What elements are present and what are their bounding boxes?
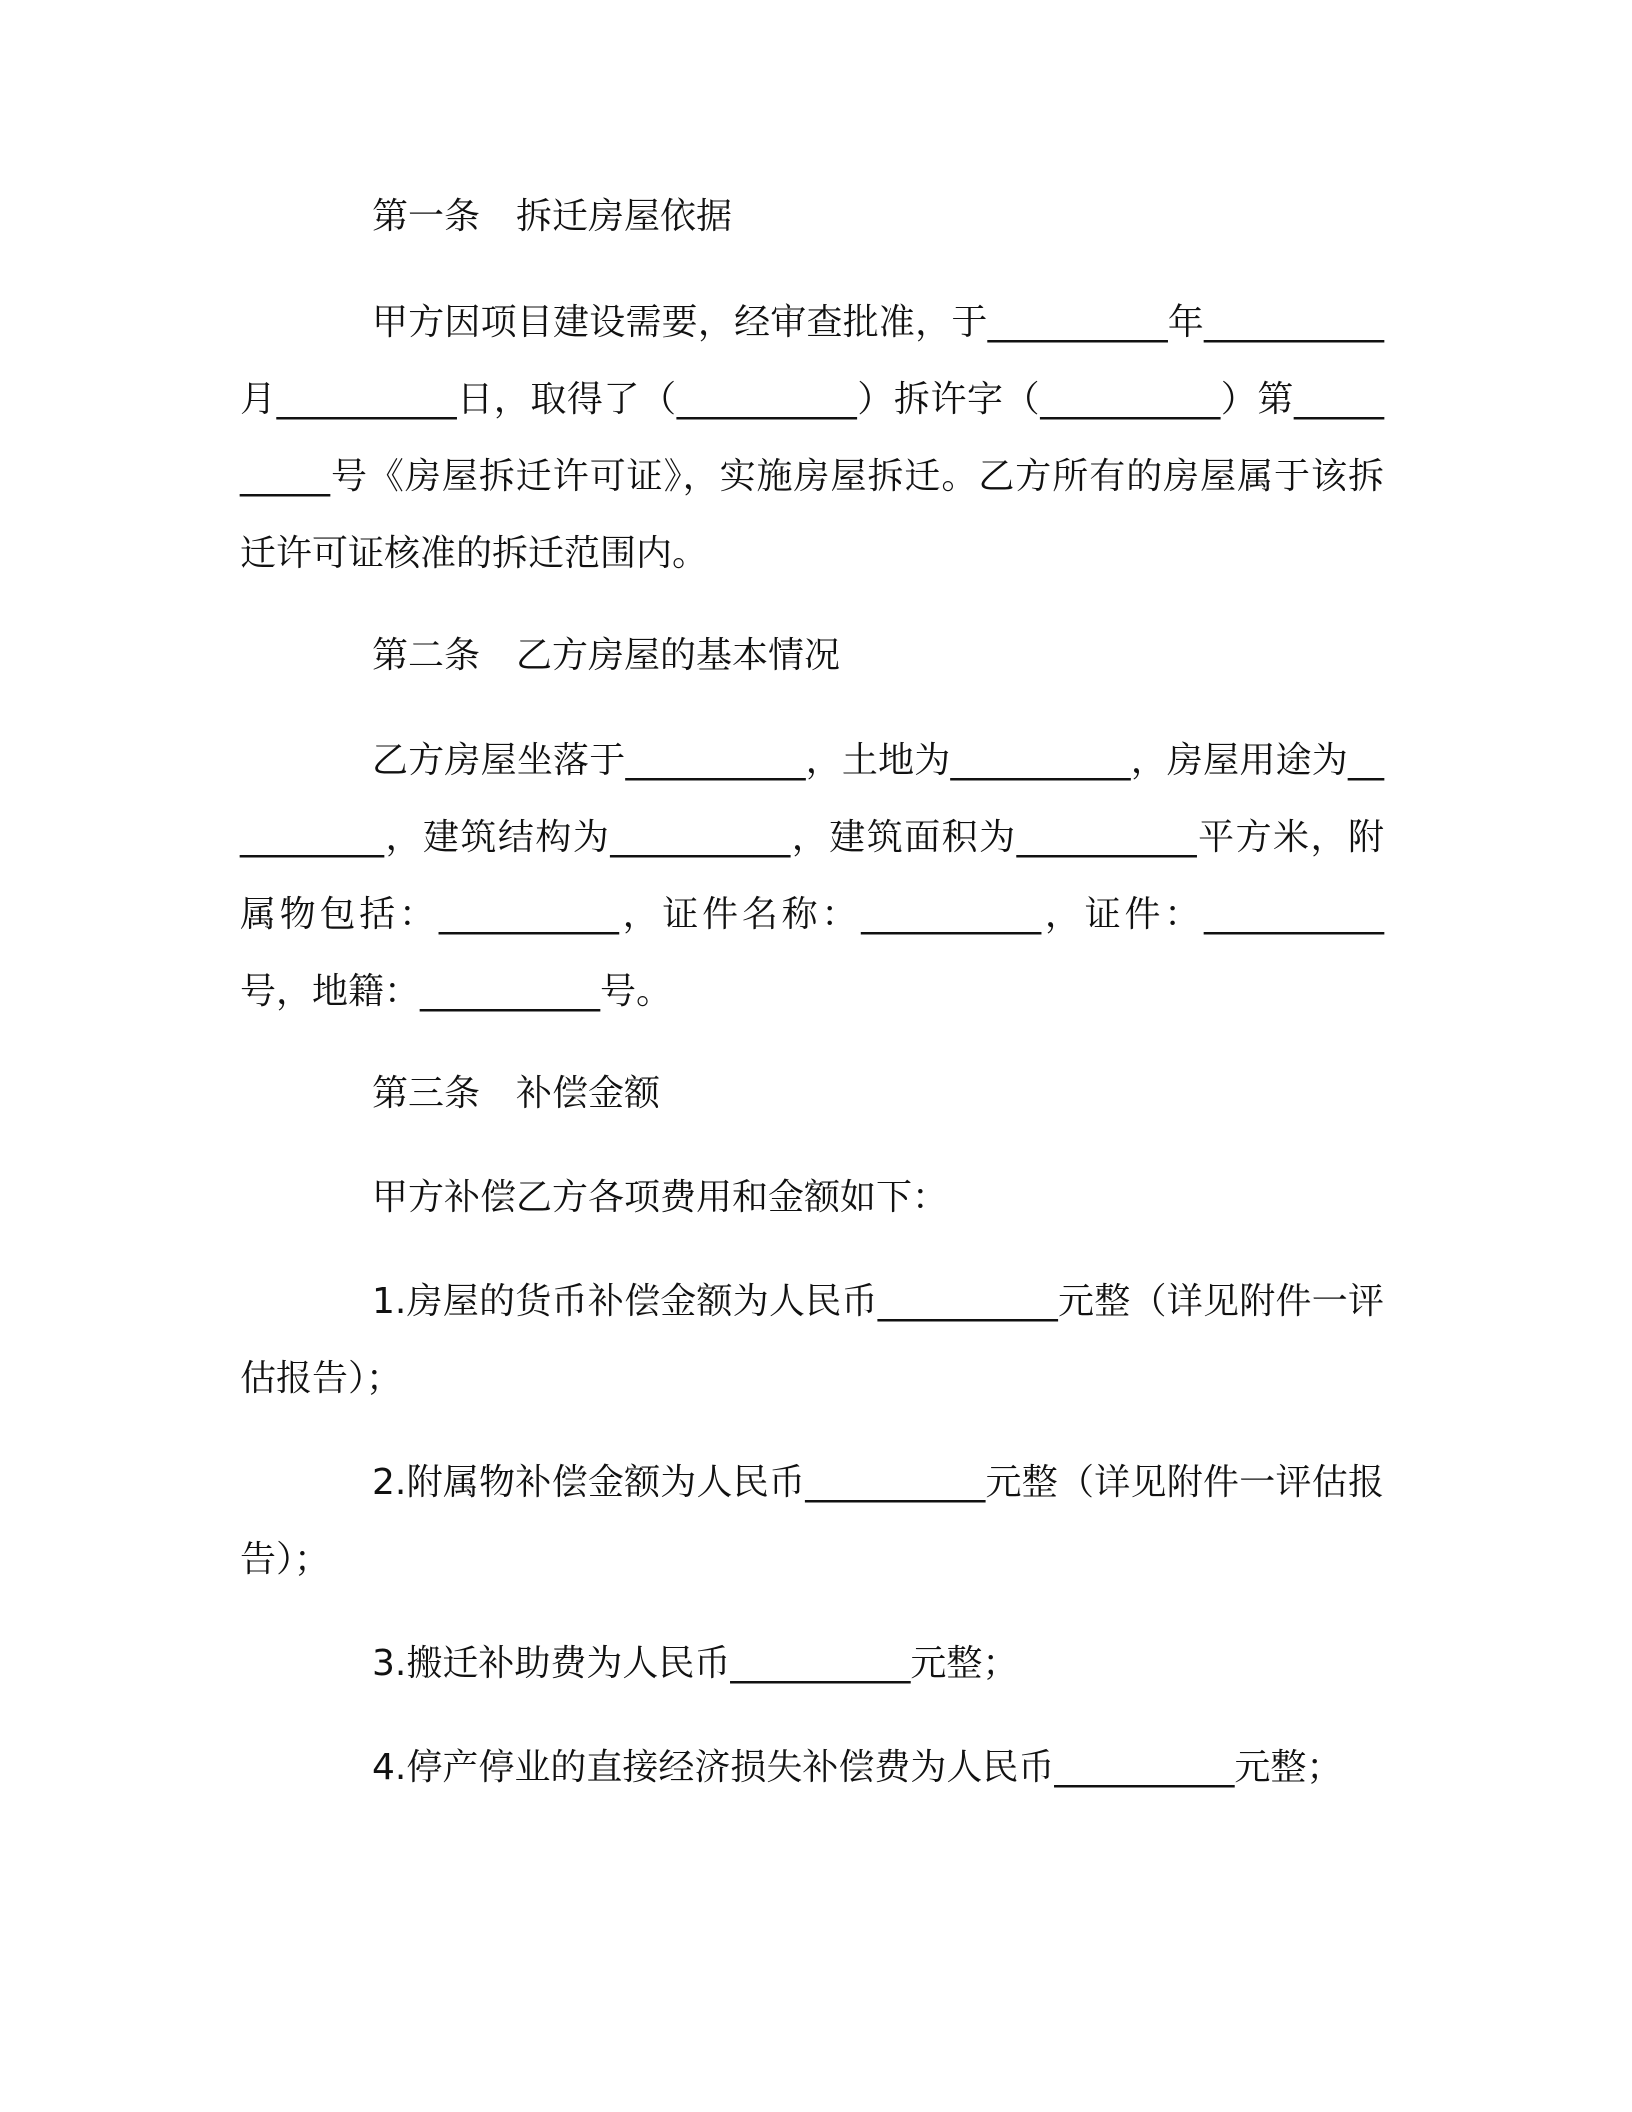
- compensation-item: 4.停产停业的直接经济损失补偿费为人民币__________元整；: [372, 1747, 1343, 1788]
- article-2-heading: 第二条 乙方房屋的基本情况: [372, 635, 841, 676]
- article-2-body: 乙方房屋坐落于__________，土地为__________，房屋用途为__________，建筑结构为__________，建筑面积为__________平方米，附属物包括：__________，证件名称：__________，证件：__________号，地籍：__________号。: [240, 740, 1384, 1012]
- compensation-item: 1.房屋的货币补偿金额为人民币__________元整（详见附件一评估报告）；: [240, 1281, 1384, 1399]
- article-1-heading: 第一条 拆迁房屋依据: [372, 196, 733, 237]
- compensation-item: 2.附属物补偿金额为人民币__________元整（详见附件一评估报告）；: [240, 1462, 1384, 1580]
- article-1-body: 甲方因项目建设需要，经审查批准，于__________年__________月__________日，取得了（__________）拆许字（__________）第__________号《房屋拆迁许可证》，实施房屋拆迁。乙方所有的房屋属于该拆迁许可证核准的拆迁范围内。: [240, 302, 1384, 574]
- article-3-heading: 第三条 补偿金额: [372, 1073, 661, 1114]
- article-3-intro: 甲方补偿乙方各项费用和金额如下：: [372, 1177, 949, 1218]
- compensation-item: 3.搬迁补助费为人民币__________元整；: [372, 1643, 1019, 1684]
